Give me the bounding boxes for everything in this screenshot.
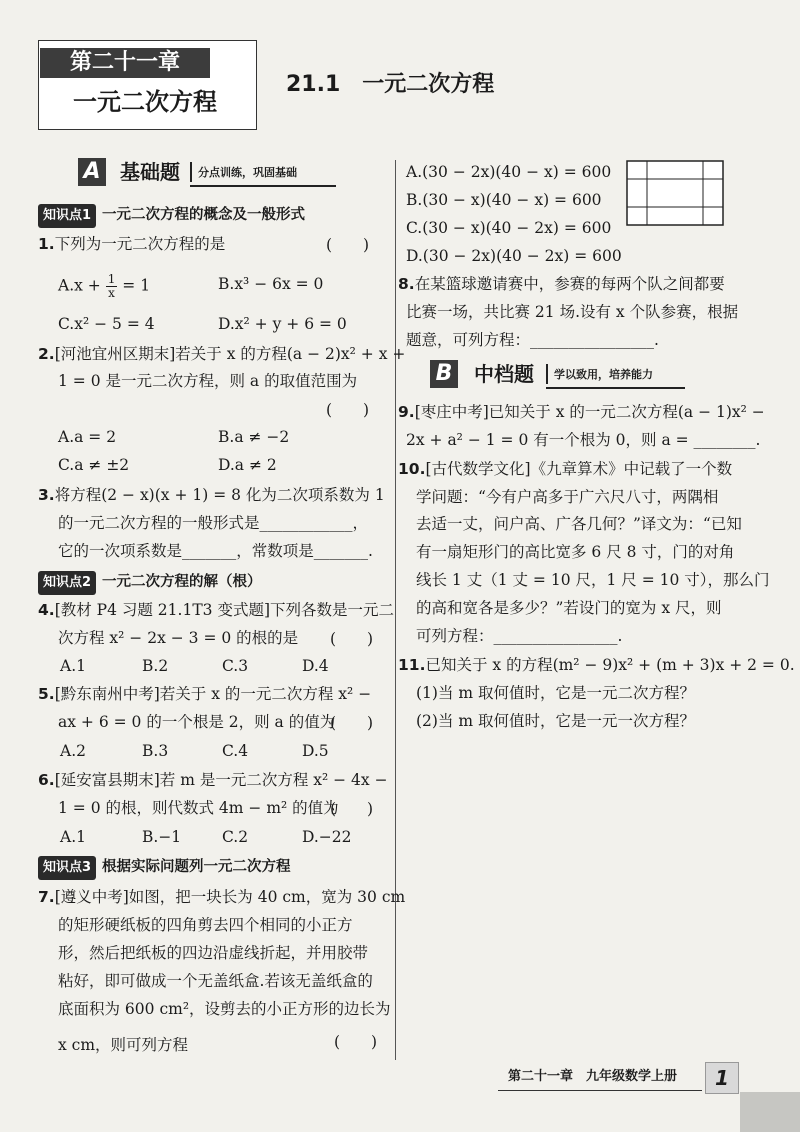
section-b-title: 中档题 [474,362,534,386]
q10-line2: 学问题：“今有户高多于广六尺八寸，两隅相 [416,488,719,506]
kp2-title: 一元二次方程的解（根） [102,574,262,590]
section-a-title: 基础题 [120,160,180,184]
q4-option-d: D.4 [302,657,329,675]
q4-option-a: A.1 [60,657,86,675]
q7-option-a: A.(30 − 2x)(40 − x) = 600 [406,163,612,181]
box-net-figure [626,160,724,226]
q10-line7: 可列方程：________________. [416,627,623,645]
section-title: 21.1 一元二次方程 [286,72,495,97]
q8-line2: 比赛一场，共比赛 21 场.设有 x 个队参赛，根据 [406,303,739,321]
q5-option-b: B.3 [142,742,169,760]
q4-paren: ( ) [330,630,374,648]
q11-sub1: (1)当 m 取何值时，它是一元二次方程？ [416,684,696,702]
q5-paren: ( ) [330,714,374,732]
q3-line2: 的一元二次方程的一般形式是____________， [58,514,369,532]
q2-stem-line2: 1 = 0 是一元二次方程，则 a 的取值范围为 [58,372,358,390]
q6-option-a: A.1 [60,828,86,846]
column-divider [395,160,396,1060]
kp2-heading [38,571,262,595]
q5-line1: 5.[黔东南州中考]若关于 x 的一元二次方程 x² − [38,685,372,703]
kp1-heading [38,204,305,228]
q7-line3: 形，然后把纸板的四边沿虚线折起，并用胶带 [58,944,369,962]
q7-paren: ( ) [334,1033,378,1051]
kp3-tag: 知识点3 [38,856,96,880]
q4-line1: 4.[教材 P4 习题 21.1T3 变式题]下列各数是一元二 [38,601,394,619]
q6-paren: ( ) [330,800,374,818]
q5-option-d: D.5 [302,742,329,760]
q4-option-b: B.2 [142,657,169,675]
q10-line1: 10.[古代数学文化]《九章算术》中记载了一个数 [398,460,733,478]
q5-option-c: C.4 [222,742,249,760]
q7-line5: 底面积为 600 cm²，设剪去的小正方形的边长为 [58,1000,391,1018]
kp3-title: 根据实际问题列一元二次方程 [102,859,291,875]
section-b-badge: B [430,360,458,388]
kp1-title: 一元二次方程的概念及一般形式 [102,207,306,223]
page-corner-tab [740,1092,800,1132]
q2-option-a: A.a = 2 [58,428,117,446]
q9-line1: 9.[枣庄中考]已知关于 x 的一元二次方程(a − 1)x² − [398,403,765,421]
q1-paren: ( ) [326,236,370,254]
q1-stem: 1.下列为一元二次方程的是 [38,235,226,253]
q7-option-b: B.(30 − x)(40 − x) = 600 [406,191,602,209]
q1-option-a: A.x + $\frac{1}{x}$ = 1 [58,272,151,300]
q1-option-d: D.x² + y + 6 = 0 [218,315,347,333]
chapter-title: 一元二次方程 [73,88,217,116]
q11-line1: 11.已知关于 x 的方程(m² − 9)x² + (m + 3)x + 2 = 0. [398,656,795,674]
section-a-subtitle: 分点训练，巩固基础 [198,166,297,179]
kp2-tag: 知识点2 [38,571,96,595]
q6-line1: 6.[延安富县期末]若 m 是一元二次方程 x² − 4x − [38,771,388,789]
q5-option-a: A.2 [60,742,86,760]
q7-option-c: C.(30 − x)(40 − 2x) = 600 [406,219,612,237]
q9-line2: 2x + a² − 1 = 0 有一个根为 0，则 a = ________. [406,431,761,449]
kp1-tag: 知识点1 [38,204,96,228]
q10-line5: 线长 1 丈（1 丈 = 10 尺，1 尺 = 10 寸），那么门 [416,571,770,589]
q2-option-b: B.a ≠ −2 [218,428,290,446]
q7-line4: 粘好，即可做成一个无盖纸盒.若该无盖纸盒的 [58,972,373,990]
section-a-badge: A [78,158,106,186]
q6-option-c: C.2 [222,828,249,846]
q11-sub2: (2)当 m 取何值时，它是一元一次方程？ [416,712,696,730]
q2-paren: ( ) [326,401,370,419]
q4-option-c: C.3 [222,657,249,675]
q10-line4: 有一扇矩形门的高比宽多 6 尺 8 寸，门的对角 [416,543,735,561]
q6-option-d: D.−22 [302,828,352,846]
q2-option-c: C.a ≠ ±2 [58,456,130,474]
q5-line2: ax + 6 = 0 的一个根是 2，则 a 的值为 [58,713,336,731]
page-number: 1 [705,1062,739,1094]
q7-option-d: D.(30 − 2x)(40 − 2x) = 600 [406,247,622,265]
q10-line3: 去适一丈，问户高、广各几何？”译文为：“已知 [416,515,742,533]
q2-stem-line1: 2.[河池宜州区期末]若关于 x 的方程(a − 2)x² + x + [38,345,406,363]
q8-line1: 8.在某篮球邀请赛中，参赛的每两个队之间都要 [398,275,725,293]
section-b-subtitle: 学以致用，培养能力 [554,368,653,381]
footer-rule [498,1090,702,1091]
q6-line2: 1 = 0 的根，则代数式 4m − m² 的值为 [58,799,339,817]
chapter-label: 第二十一章 [40,48,210,78]
q1-option-c: C.x² − 5 = 4 [58,315,155,333]
q8-line3: 题意，可列方程：________________. [406,331,659,349]
q10-line6: 的高和宽各是多少？”若设门的宽为 x 尺，则 [416,599,722,617]
q4-line2: 次方程 x² − 2x − 3 = 0 的根的是 [58,629,299,647]
kp3-heading [38,856,291,880]
section-a-header [78,158,336,188]
q3-line1: 3.将方程(2 − x)(x + 1) = 8 化为二次项系数为 1 [38,486,385,504]
q2-option-d: D.a ≠ 2 [218,456,277,474]
q7-line6: x cm，则可列方程 [58,1036,189,1054]
q3-line3: 它的一次项系数是_______，常数项是_______. [58,542,373,560]
footer-text: 第二十一章 九年级数学上册 [508,1069,678,1084]
q7-line1: 7.[遵义中考]如图，把一块长为 40 cm，宽为 30 cm [38,888,406,906]
q1-option-b: B.x³ − 6x = 0 [218,275,324,293]
q6-option-b: B.−1 [142,828,182,846]
section-b-header [430,360,685,390]
q7-line2: 的矩形硬纸板的四角剪去四个相同的小正方 [58,916,353,934]
